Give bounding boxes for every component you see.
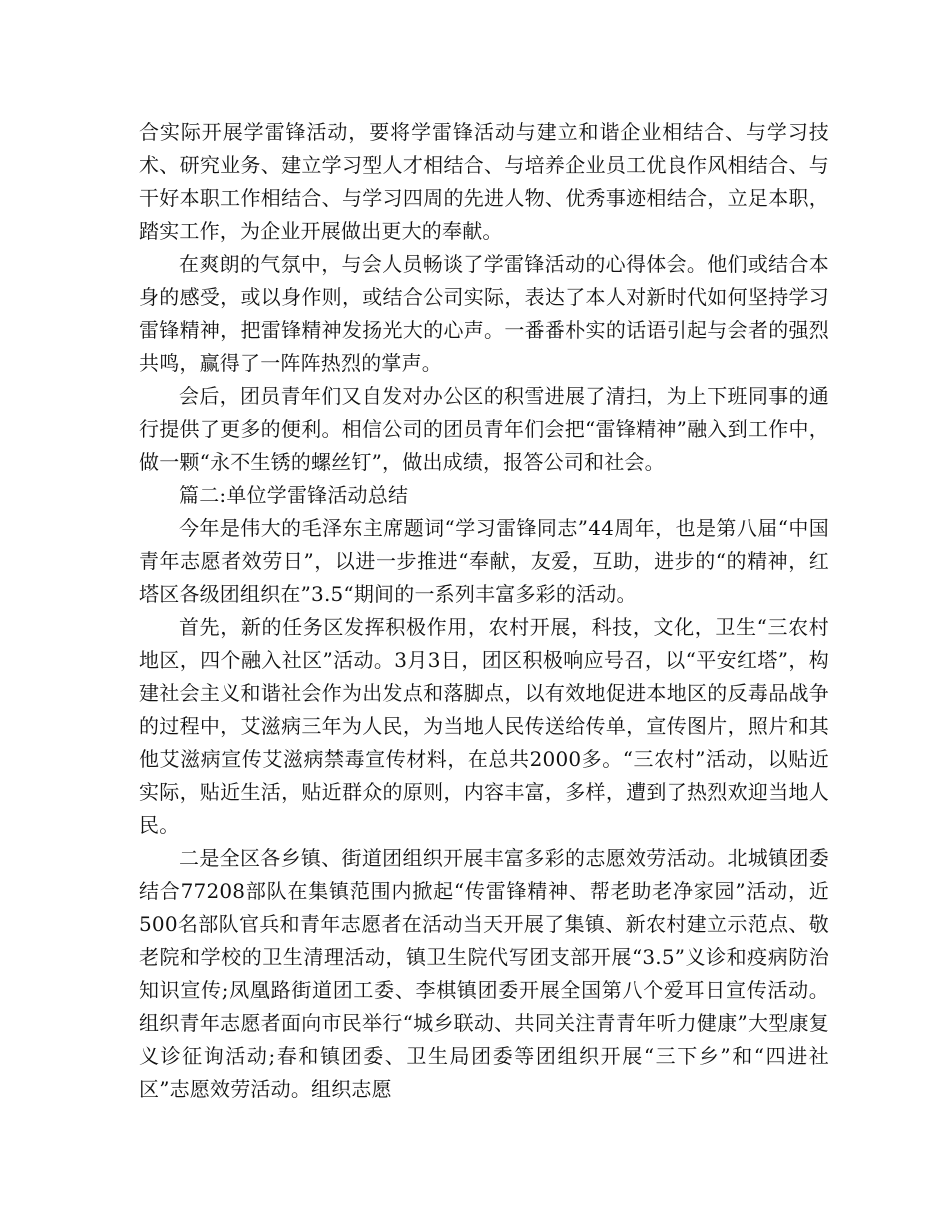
paragraph-continued: 合实际开展学雷锋活动，要将学雷锋活动与建立和谐企业相结合、与学习技术、研究业务、建立学习型人才相结合、与培养企业员工优良作风相结合、与干好本职工作相结合、与学习四周的先进人物、优秀事迹相结合，立足本职，踏实工作，为企业开展做出更大的奉献。 (139, 120, 829, 243)
paragraph-snow-clearing: 会后，团员青年们又自发对办公区的积雪进展了清扫，为上下班同事的通行提供了更多的便利。相信公司的团员青年们会把“雷锋精神”融入到工作中，做一颗“永不生锈的螺丝钉”，做出成绩，报答公司和社会。 (139, 384, 829, 474)
paragraph-first-point: 首先，新的任务区发挥积极作用，农村开展，科技，文化，卫生“三农村地区，四个融入社区”活动。3月3日，团区积极响应号召，以“平安红塔”，构建社会主义和谐社会作为出发点和落脚点，以有效地促进本地区的反毒品战争的过程中，艾滋病三年为人民，为当地人民传送给传单，宣传图片，照片和其他艾滋病宣传艾滋病禁毒宣传材料，在总共2000多。“三农村”活动，以贴近实际，贴近生活，贴近群众的原则，内容丰富，多样，遭到了热烈欢迎当地人民。 (139, 615, 829, 837)
paragraph-second-point: 二是全区各乡镇、街道团组织开展丰富多彩的志愿效劳活动。北城镇团委结合77208部队在集镇范围内掀起“传雷锋精神、帮老助老净家园”活动，近500名部队官兵和青年志愿者在活动当天开展了集镇、新农村建立示范点、敬老院和学校的卫生清理活动，镇卫生院代写团支部开展“3.5”义诊和疫病防治知识宣传;凤凰路街道团工委、李棋镇团委开展全国第八个爱耳日宣传活动。组织青年志愿者面向市民举行“城乡联动、共同关注青青年听力健康”大型康复义诊征询活动;春和镇团委、卫生局团委等团组织开展“三下乡”和“四进社区”志愿效劳活动。组织志愿 (139, 846, 829, 1101)
paragraph-anniversary: 今年是伟大的毛泽东主席题词“学习雷锋同志”44周年，也是第八届“中国青年志愿者效劳日”，以进一步推进“奉献，友爱，互助，进步的“的精神，红塔区各级团组织在”3.5“期间的一系列丰富多彩的活动。 (139, 516, 829, 606)
document-page (139, 116, 829, 1106)
section-heading: 篇二:单位学雷锋活动总结 (179, 483, 409, 507)
paragraph-meeting-sharing: 在爽朗的气氛中，与会人员畅谈了学雷锋活动的心得体会。他们或结合本身的感受，或以身作则，或结合公司实际，表达了本人对新时代如何坚持学习雷锋精神，把雷锋精神发扬光大的心声。一番番朴实的话语引起与会者的强烈共鸣，赢得了一阵阵热烈的掌声。 (139, 252, 829, 375)
